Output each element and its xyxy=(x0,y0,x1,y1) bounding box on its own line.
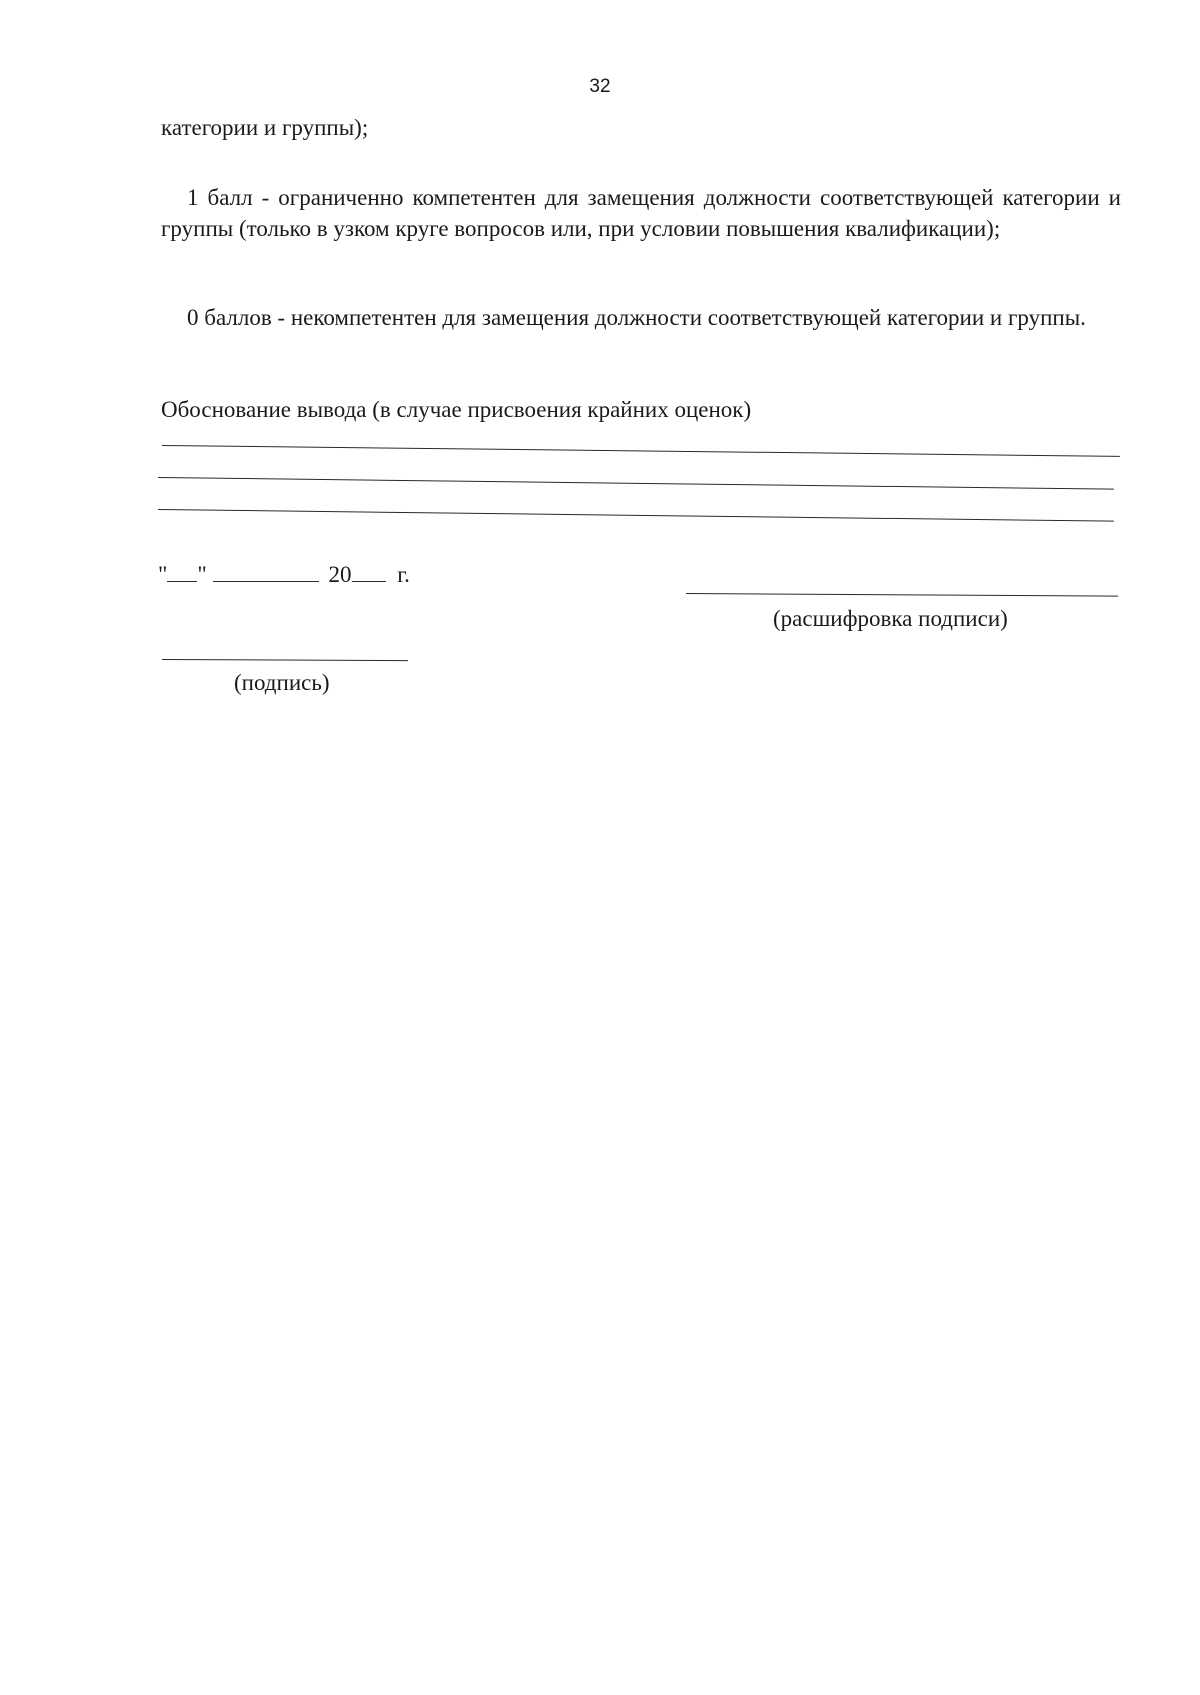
date-suffix: г. xyxy=(397,562,410,587)
signature-line[interactable] xyxy=(162,659,408,661)
date-field xyxy=(158,559,410,590)
date-year-blank[interactable] xyxy=(352,559,386,582)
score-1-paragraph: 1 балл - ограниченно компетентен для замещения должности соответствующей категории и группы (только в узком круге вопросов или, при условии повышения квалификации); xyxy=(161,185,1121,241)
continuation-text: категории и группы); xyxy=(161,115,369,140)
signature-decoding-caption: (расшифровка подписи) xyxy=(773,606,1008,631)
date-quote-close: " xyxy=(197,562,207,587)
score-0-paragraph: 0 баллов - некомпетентен для замещения должности соответствующей категории и группы. xyxy=(187,305,1086,330)
date-quote-open: " xyxy=(158,562,168,587)
justification-line-1[interactable] xyxy=(162,445,1120,457)
signature-caption: (подпись) xyxy=(234,670,330,695)
date-day-blank[interactable] xyxy=(167,559,197,582)
justification-line-3[interactable] xyxy=(158,509,1114,522)
page-number: 32 xyxy=(589,76,611,97)
date-year-prefix: 20 xyxy=(328,562,352,587)
signature-decoding-line[interactable] xyxy=(686,593,1118,597)
justification-label: Обоснование вывода (в случае присвоения крайних оценок) xyxy=(161,397,752,422)
date-month-blank[interactable] xyxy=(213,559,319,582)
justification-line-2[interactable] xyxy=(158,477,1114,490)
